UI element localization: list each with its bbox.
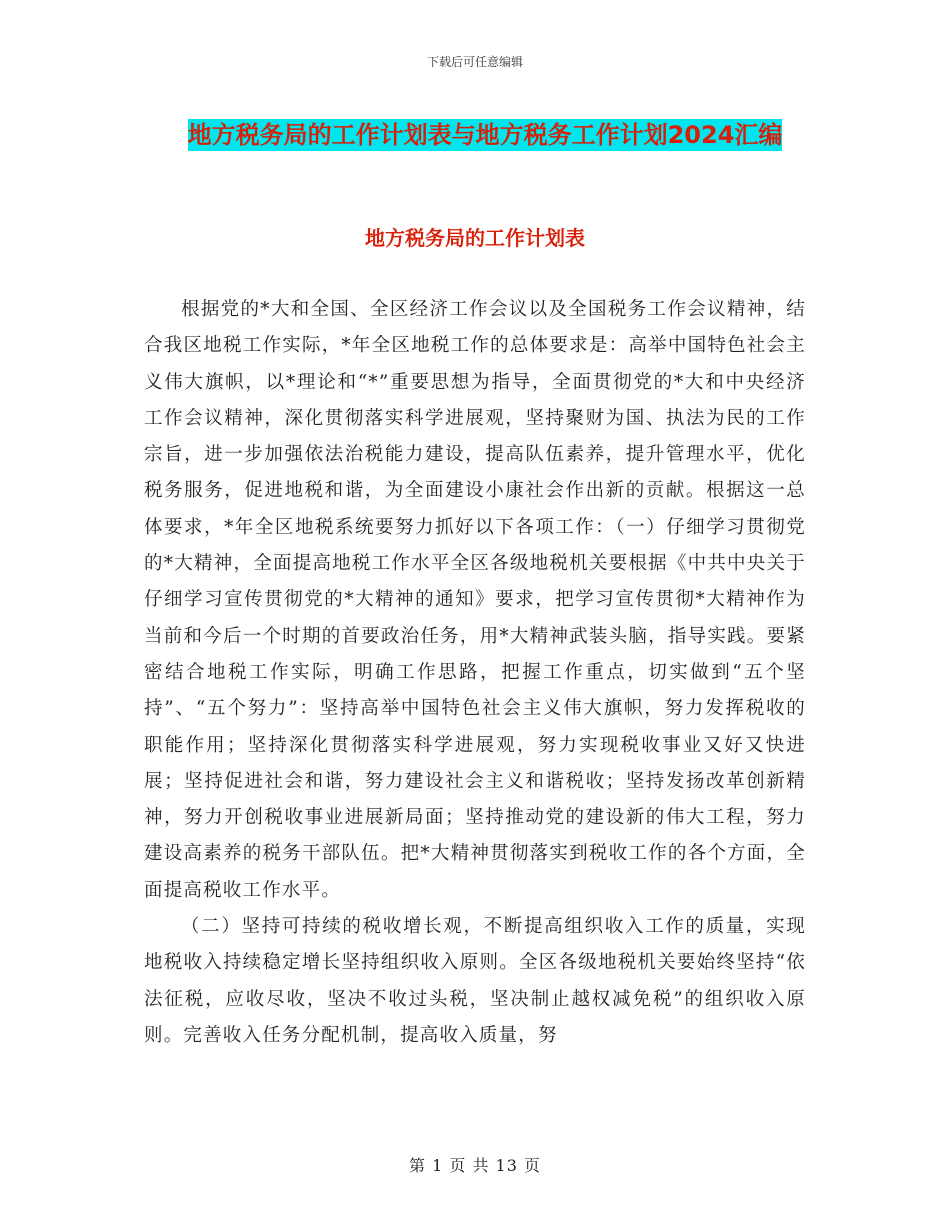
header-note: 下载后可任意编辑 [426, 55, 523, 69]
paragraph-1: 根据党的*大和全国、全区经济工作会议以及全国税务工作会议精神，结合我区地税工作实际，*年全区地税工作的总体要求是：高举中国特色社会主义伟大旗帜，以*理论和“*”重要思想为指导，全面贯彻党的*大和中央经济工作会议精神，深化贯彻落实科学进展观，坚持聚财为国、执法为民的工作宗旨，进一步加强依法治税能力建设，提高队伍素养，提升管理水平，优化税务服务，促进地税和谐，为全面建设小康社会作出新的贡献。根据这一总体要求，*年全区地税系统要努力抓好以下各项工作：（一）仔细学习贯彻党的*大精神，全面提高地税工作水平全区各级地税机关要根据《中共中央关于仔细学习宣传贯彻党的*大精神的通知》要求，把学习宣传贯彻*大精神作为当前和今后一个时期的首要政治任务，用*大精神武装头脑，指导实践。要紧密结合地税工作实际，明确工作思路，把握工作重点，切实做到“五个坚持”、“五个努力”：坚持高举中国特色社会主义伟大旗帜，努力发挥税收的职能作用；坚持深化贯彻落实科学进展观，努力实现税收事业又好又快进展；坚持促进社会和谐，努力建设社会主义和谐税收；坚持发扬改革创新精神，努力开创税收事业进展新局面；坚持推动党的建设新的伟大工程，努力建设高素养的税务干部队伍。把*大精神贯彻落实到税收工作的各个方面，全面提高税收工作水平。 [144, 299, 806, 901]
page-footer: 第 1 页 共 13 页 [409, 1156, 541, 1175]
paragraph-2: （二）坚持可持续的税收增长观，不断提高组织收入工作的质量，实现地税收入持续稳定增长坚持组织收入原则。全区各级地税机关要始终坚持“依法征税，应收尽收，坚决不收过头税，坚决制止越权减免税”的组织收入原则。完善收入任务分配机制，提高收入质量，努 [144, 916, 806, 1046]
document-title-text: 地方税务局的工作计划表与地方税务工作计划2024汇编 [187, 121, 783, 149]
section-title: 地方税务局的工作计划表 [365, 226, 585, 250]
body-text [144, 292, 806, 1054]
document-title [140, 112, 830, 158]
